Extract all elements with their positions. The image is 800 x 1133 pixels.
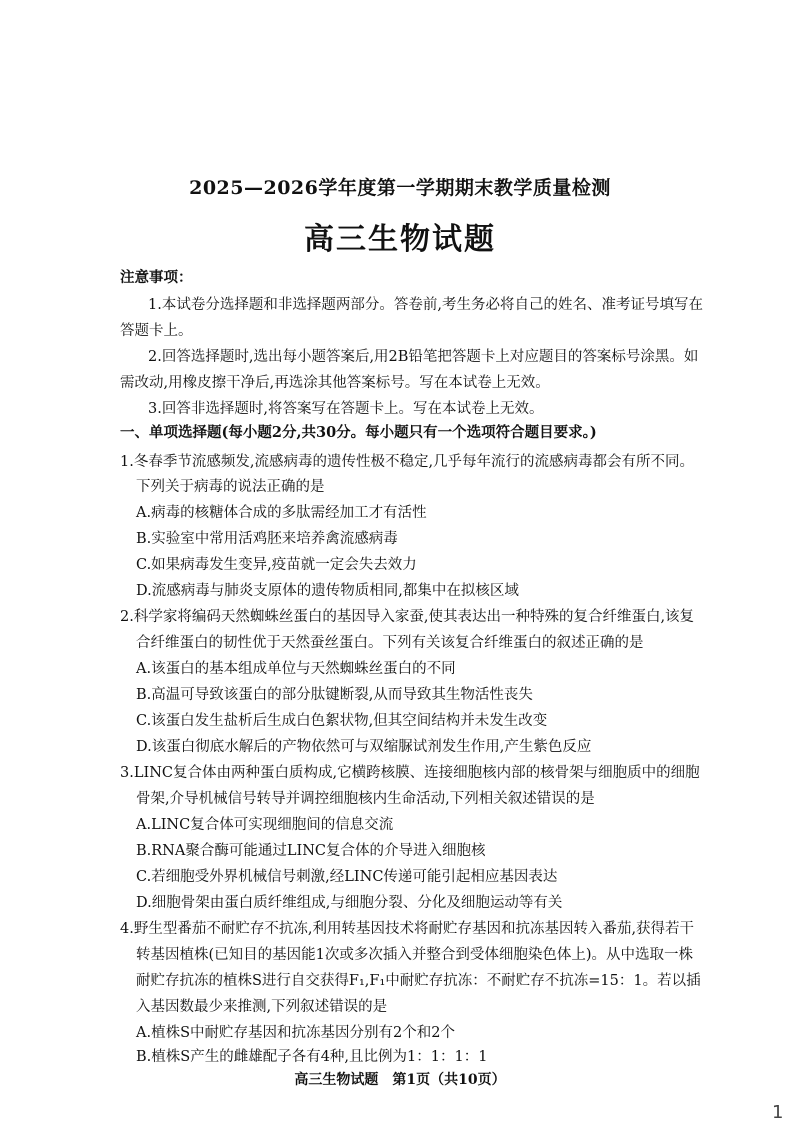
q1-option-c: C.如果病毒发生变异,疫苗就一定会失去效力 (136, 557, 417, 573)
notice-item-2-line-1: 2.回答选择题时,选出每小题答案后,用2B铅笔把答题卡上对应题目的答案标号涂黑。如 (148, 349, 699, 365)
notice-item-2-line-2: 需改动,用橡皮擦干净后,再选涂其他答案标号。写在本试卷上无效。 (120, 375, 550, 391)
q3-option-d: D.细胞骨架由蛋白质纤维组成,与细胞分裂、分化及细胞运动等有关 (136, 895, 563, 911)
q2-stem-line-1: 2.科学家将编码天然蜘蛛丝蛋白的基因导入家蚕,使其表达出一种特殊的复合纤维蛋白,该复 (120, 609, 695, 625)
page-number: 1 (772, 1102, 784, 1123)
q2-option-a: A.该蛋白的基本组成单位与天然蜘蛛丝蛋白的不同 (136, 661, 456, 677)
q3-stem-line-1: 3.LINC复合体由两种蛋白质构成,它横跨核膜、连接细胞核内部的核骨架与细胞质中的细胞 (120, 765, 700, 781)
q3-option-c: C.若细胞受外界机械信号刺激,经LINC传递可能引起相应基因表达 (136, 869, 558, 885)
q4-option-b: B.植株S产生的雌雄配子各有4种,且比例为1：1：1：1 (136, 1049, 488, 1065)
q3-stem-line-2: 骨架,介导机械信号转导并调控细胞核内生命活动,下列相关叙述错误的是 (136, 791, 595, 807)
exam-subtitle: 2025—2026学年度第一学期期末教学质量检测 (189, 177, 611, 199)
q4-stem-line-3: 耐贮存抗冻的植株S进行自交获得F₁,F₁中耐贮存抗冻：不耐贮存不抗冻=15：1。若以插 (136, 973, 701, 989)
q2-option-d: D.该蛋白彻底水解后的产物依然可与双缩脲试剂发生作用,产生紫色反应 (136, 739, 592, 755)
q1-stem-line-2: 下列关于病毒的说法正确的是 (136, 479, 325, 495)
q3-option-b: B.RNA聚合酶可能通过LINC复合体的介导进入细胞核 (136, 843, 486, 859)
notice-heading: 注意事项： (120, 269, 193, 286)
notice-item-1-line-2: 答题卡上。 (120, 323, 193, 339)
q4-stem-line-1: 4.野生型番茄不耐贮存不抗冻,利用转基因技术将耐贮存基因和抗冻基因转入番茄,获得若干 (120, 921, 695, 937)
q3-option-a: A.LINC复合体可实现细胞间的信息交流 (136, 817, 394, 833)
q1-stem-line-1: 1.冬春季节流感频发,流感病毒的遗传性极不稳定,几乎每年流行的流感病毒都会有所不同。 (120, 454, 695, 470)
q2-option-c: C.该蛋白发生盐析后生成白色絮状物,但其空间结构并未发生改变 (136, 713, 548, 729)
q1-option-a: A.病毒的核糖体合成的多肽需经加工才有活性 (136, 505, 427, 521)
q4-option-a: A.植株S中耐贮存基因和抗冻基因分别有2个和2个 (136, 1025, 455, 1041)
q2-option-b: B.高温可导致该蛋白的部分肽键断裂,从而导致其生物活性丧失 (136, 687, 533, 703)
notice-item-3: 3.回答非选择题时,将答案写在答题卡上。写在本试卷上无效。 (148, 401, 544, 417)
section-heading: 一、单项选择题(每小题2分,共30分。每小题只有一个选项符合题目要求。) (120, 424, 597, 441)
q2-stem-line-2: 合纤维蛋白的韧性优于天然蚕丝蛋白。下列有关该复合纤维蛋白的叙述正确的是 (136, 635, 644, 651)
q4-stem-line-2: 转基因植株(已知目的基因能1次或多次插入并整合到受体细胞染色体上)。从中选取一株 (136, 947, 694, 963)
q1-option-d: D.流感病毒与肺炎支原体的遗传物质相同,都集中在拟核区域 (136, 583, 519, 599)
q4-stem-line-4: 入基因数最少来推测,下列叙述错误的是 (136, 999, 388, 1015)
q1-option-b: B.实验室中常用活鸡胚来培养禽流感病毒 (136, 531, 398, 547)
page-footer: 高三生物试题 第1页（共10页） (294, 1072, 506, 1088)
exam-title: 高三生物试题 (304, 222, 496, 257)
notice-item-1-line-1: 1.本试卷分选择题和非选择题两部分。答卷前,考生务必将自己的姓名、准考证号填写在 (148, 297, 703, 313)
